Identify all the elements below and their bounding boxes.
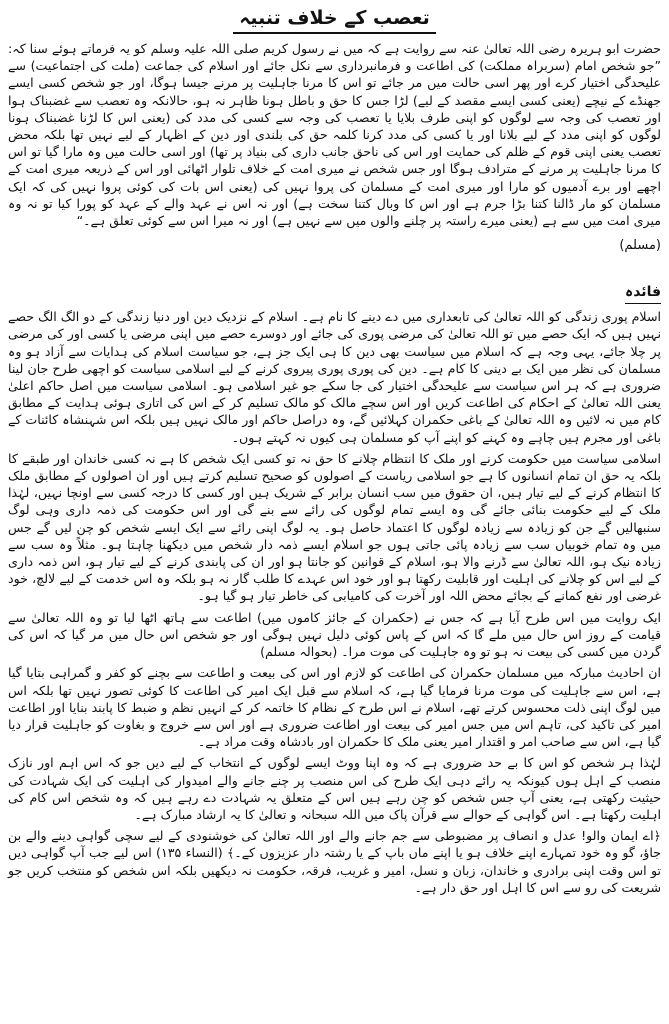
body-paragraph: ان احادیث مبارکہ میں مسلمان حکمران کی اطاعت کو لازم اور اس کی بیعت و اطاعت سے بچنے کو کفر و گمراہی بتایا گیا ہے، اس سے جاہلیت کی موت مرنا فرمایا گیا ہے، کہ اسلام سے قبل ایک امیر کی اطاعت کا کوئی تصور نہیں تھا بلکہ اس میں لوگ اپنی ذلت محسوس کرتے تھے، اسلام نے اس طرح کے نظام کا خاتمہ کر کے انہیں نظم و ضبط کا پابند بنایا اور اطاعت امیر کی تاکید کی، تاہم اس میں جس امیر کی بیعت اور اطاعت ضروری ہے اور اس سے خروج و بغاوت کو جاہلیت قرار دیا گیا ہے، اس سے صاحب امر و اقتدار امیر یعنی ملک کا حکمران اور بادشاہ وقت مراد ہے۔ xyxy=(8,665,661,750)
document-page xyxy=(8,4,661,1020)
page-title: تعصب کے خلاف تنبیہ xyxy=(233,6,435,34)
body-paragraph: اسلامی سیاست میں حکومت کرنے اور ملک کا انتظام چلانے کا حق نہ تو کسی ایک شخص کا ہے نہ کسی خاندان اور طبقے کا بلکہ یہ حق ان تمام انسانوں کا ہے جو اسلامی ریاست کے اصولوں کو صحیح تسلیم کرتے ہیں اور ان اصولوں کے مطابق ملک کا انتظام کرنے کے لیے تیار ہیں، ان حقوق میں سب انسان برابر کے شریک ہیں اور کسی کا درجہ کسی سے اونچا نہیں، لہٰذا ملک کے لیے حکومت بنائی جائے گی وہ ایسے تمام لوگوں کی رائے سے بنے گی اور اس حکومت کی ذمہ داری وہی لوگ سنبھالیں گے جن کو زیادہ سے زیادہ لوگوں کا اعتماد حاصل ہو۔ یہ لوگ اپنی رائے سے ایک ایسے شخص کو چن لیں گے جس میں وہ تمام خوبیاں سب سے زیادہ پائی جاتی ہوں جو اسلام ایسے ذمہ دار شخص میں دیکھنا چاہتا ہو۔ مثلاً وہ سب سے زیادہ نیک ہو، اللہ تعالیٰ سے ڈرنے والا ہو، اسلام کے قوانین کو جانتا ہو اور ان کی پابندی کرنے کے لیے تیار ہو، اس ذمہ داری کے لیے اس کو چلانے کی اہلیت اور قابلیت رکھتا ہو اور خود اس عہدے کا طلب گار نہ ہو بلکہ وہ اس خدمت کے لیے لالچ، خود غرضی اور نفع کمانے کے بجائے محض اللہ اور آخرت کی کامیابی کی خاطر تیار ہو گیا ہو۔ xyxy=(8,450,661,604)
hadith-text: حضرت ابو ہریرہ رضی اللہ تعالیٰ عنہ سے روایت ہے کہ میں نے رسول کریم صلی اللہ علیہ وسلم کو یہ فرماتے ہوئے سنا کہ: ”جو شخص امام (سربراہ مملکت) کی اطاعت و فرمانبرداری سے نکل جائے اور اسلام کی جماعت (ملت کی اجتماعیت) سے علیحدگی اختیار کرے اور پھر اسی حالت میں مر جائے تو اس کا مرنا جاہلیت پر مرنے جیسا ہوگا، اور جو شخص کسی ایسے جھنڈے کے نیچے (یعنی کسی ایسے مقصد کے لیے) لڑا جس کا حق و باطل ہونا ظاہر نہ ہو، حالانکہ وہ تعصب سے غضبناک ہوا اور تعصب کی وجہ سے لوگوں کو اپنی طرف بلایا یا تعصب کی وجہ سے کسی کی مدد کی (یعنی اس کا لڑنا غضبناک ہونا لوگوں کو اپنی مدد کے لیے بلانا اور یا کسی کی مدد کرنا کلمہ حق کی بلندی اور دین کے اظہار کے لیے نہیں تھا بلکہ محض تعصب یعنی اپنی قوم کے ظلم کی حمایت اور اس کی ناحق جانب داری کی بنیاد پر تھا) اور اسی حالت میں وہ مارا گیا تو اس کا مرنا جاہلیت پر مرنے کے مترادف ہوگا اور جس شخص نے میری امت کے خلاف تلوار اٹھائی اور اس کے ذریعہ میری امت کے اچھے اور برے آدمیوں کو مارا اور میری امت کے مسلمان کی پروا نہیں کی (یعنی اس بات کی کوئی پروا نہیں کی کہ ایک مسلمان کو مار ڈالنا کتنا بڑا جرم ہے اور اس کا وبال کتنا سخت ہے) اور نہ اس نے عہد والے کے عہد کو پورا کیا تو نہ وہ میری امت میں سے ہے (یعنی میرے راستہ پر چلنے والوں میں سے نہیں ہے) اور نہ میرا اس سے کوئی تعلق ہے۔“ xyxy=(8,41,661,229)
body-paragraph: ﴿اے ایمان والو! عدل و انصاف پر مضبوطی سے جم جانے والے اور اللہ تعالیٰ کی خوشنودی کے لیے سچی گواہی دینے والے بن جاؤ، گو وہ خود تمہارے اپنے خلاف ہو یا اپنے ماں باپ کے یا رشتہ دار عزیزوں کے۔﴾ (النساء ۱۳۵) اس لیے جب آپ گواہی دیں تو اس وقت اپنی برادری و خاندان، زبان و نسل، امیر و غریب، فرقہ، حکومت نہ دیکھیں بلکہ اس شخص کو منتخب کریں جو شریعت کی رو سے اس کا اہل اور حق دار ہے۔ xyxy=(8,828,661,895)
title-wrap xyxy=(8,6,661,34)
body-paragraph: اسلام پوری زندگی کو اللہ تعالیٰ کی تابعداری میں دے دینے کا نام ہے۔ اسلام کے نزدیک دین اور دنیا زندگی کے دو الگ الگ حصے نہیں ہیں کہ ایک حصے میں تو اللہ تعالیٰ کی مرضی پوری کی جائے اور دوسرے حصے میں اپنی مرضی یا کسی اور کی مرضی پر چلا جائے، یہی وجہ ہے کہ اسلام میں سیاست بھی دین کا ہی ایک جز ہے، جو سیاست اسلام کی ہدایات سے آزاد ہو وہ مسلمان کی نظر میں ایک بے دینی کا کام ہے۔ دین کی پوری پوری پیروی کرنے کے لیے اسلامی سیاست کو اچھی طرح جان لینا ضروری ہے کہ ہر اس سیاست سے علیحدگی اختیار کی جا سکے جو غیر اسلامی ہو۔ اسلامی سیاست میں اصل حاکم اعلیٰ یعنی اللہ تعالیٰ کے احکام کی اطاعت کریں اور اس سچے مالک کو مالک تسلیم کر کے اس کی اتاری ہوئی ہدایت کے مطابق کام میں نہ لائیں وہ اللہ تعالیٰ کے باغی حکمران کہلائیں گے، وہ دراصل حاکم اور مالک نہیں ہیں بلکہ اس شہنشاہ کائنات کے باغی اور مجرم ہیں چاہے وہ کہنے کو اپنے آپ کو مسلمان ہی کیوں نہ کہتے ہوں۔ xyxy=(8,309,661,445)
hadith-reference: (مسلم) xyxy=(619,238,661,254)
faida-heading: فائدہ xyxy=(625,282,661,304)
body-paragraph: ایک روایت میں اس طرح آیا ہے کہ جس نے (حکمران کے جائز کاموں میں) اطاعت سے ہاتھ اٹھا لیا تو وہ اللہ تعالیٰ سے قیامت کے روز اس حال میں ملے گا کہ اس کے پاس کوئی دلیل نہیں ہوگی اور جو شخص اس حال میں مر گیا کہ اس کی گردن میں کسی کی بیعت نہ ہو تو وہ جاہلیت کی موت مرا۔ (بحوالہ مسلم) xyxy=(8,609,661,660)
faida-heading-wrap xyxy=(8,281,661,308)
body-paragraph: لہٰذا ہر شخص کو اس کا بے حد ضروری ہے کہ وہ اپنا ووٹ ایسے لوگوں کے انتخاب کے لیے دیں جو کہ اس اہم اور نازک منصب کے اہل ہوں کیونکہ یہ رائے دہی ایک طرح کی اس منصب پر چنے جانے والے امیدوار کی اہلیت کی ایک شہادت کی حیثیت رکھتی ہے، یعنی آپ جس شخص کو چن رہے ہیں اس کے متعلق یہ شہادت دے رہے ہیں کہ وہ شخص اس کام کی اہلیت رکھتا ہے۔ اس گواہی کے حوالے سے قرآن پاک میں اللہ سبحانہ و تعالیٰ کا یہ ارشاد مبارک ہے۔ xyxy=(8,755,661,822)
